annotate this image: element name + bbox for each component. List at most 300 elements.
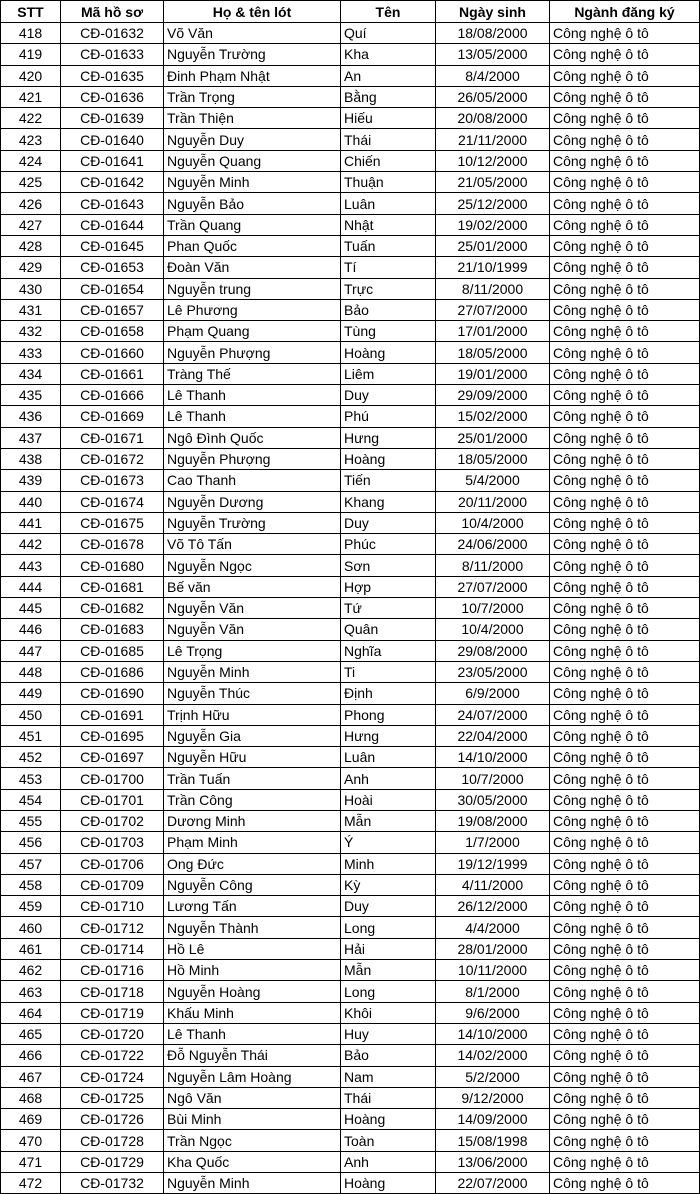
cell-stt: 424: [1, 150, 61, 171]
cell-ngay-sinh: 10/7/2000: [436, 598, 550, 619]
cell-ma-ho-so: CĐ-01633: [61, 44, 164, 65]
cell-nganh-dang-ky: Công nghệ ô tô: [550, 938, 700, 959]
table-row: [1, 257, 700, 278]
cell-ten: Hợp: [341, 576, 436, 597]
cell-ho-ten-lot: Lê Thanh: [164, 1023, 341, 1044]
cell-nganh-dang-ky: Công nghệ ô tô: [550, 917, 700, 938]
cell-ngay-sinh: 5/2/2000: [436, 1066, 550, 1087]
cell-stt: 452: [1, 747, 61, 768]
cell-ho-ten-lot: Lê Phương: [164, 299, 341, 320]
cell-ho-ten-lot: Nguyễn Công: [164, 874, 341, 895]
cell-ho-ten-lot: Nguyễn Văn: [164, 619, 341, 640]
table-body: [1, 23, 700, 1194]
cell-ho-ten-lot: Trần Trọng: [164, 86, 341, 107]
cell-ngay-sinh: 17/01/2000: [436, 321, 550, 342]
cell-stt: 444: [1, 576, 61, 597]
cell-ten: Bảo: [341, 1045, 436, 1066]
header-ten: Tên: [341, 1, 436, 23]
cell-ho-ten-lot: Nguyễn Minh: [164, 172, 341, 193]
cell-ma-ho-so: CĐ-01636: [61, 86, 164, 107]
cell-stt: 426: [1, 193, 61, 214]
table-row: [1, 619, 700, 640]
cell-ten: Định: [341, 683, 436, 704]
cell-nganh-dang-ky: Công nghệ ô tô: [550, 470, 700, 491]
cell-ngay-sinh: 21/05/2000: [436, 172, 550, 193]
table-row: [1, 1109, 700, 1130]
cell-stt: 428: [1, 235, 61, 256]
cell-ho-ten-lot: Nguyễn Văn: [164, 598, 341, 619]
cell-ho-ten-lot: Lê Trọng: [164, 640, 341, 661]
table-row: [1, 235, 700, 256]
table-row: [1, 768, 700, 789]
table-row: [1, 385, 700, 406]
cell-stt: 441: [1, 512, 61, 533]
cell-ngay-sinh: 25/12/2000: [436, 193, 550, 214]
cell-nganh-dang-ky: Công nghệ ô tô: [550, 640, 700, 661]
cell-ma-ho-so: CĐ-01706: [61, 853, 164, 874]
cell-ngay-sinh: 10/7/2000: [436, 768, 550, 789]
table-row: [1, 832, 700, 853]
cell-nganh-dang-ky: Công nghệ ô tô: [550, 896, 700, 917]
cell-ten: Nhật: [341, 214, 436, 235]
cell-ma-ho-so: CĐ-01671: [61, 427, 164, 448]
cell-stt: 427: [1, 214, 61, 235]
table-row: [1, 65, 700, 86]
cell-ten: Hưng: [341, 427, 436, 448]
cell-ten: Trực: [341, 278, 436, 299]
table-row: [1, 23, 700, 44]
cell-nganh-dang-ky: Công nghệ ô tô: [550, 235, 700, 256]
cell-ten: Tiến: [341, 470, 436, 491]
table-row: [1, 747, 700, 768]
cell-stt: 432: [1, 321, 61, 342]
cell-nganh-dang-ky: Công nghệ ô tô: [550, 448, 700, 469]
cell-ngay-sinh: 10/4/2000: [436, 619, 550, 640]
cell-nganh-dang-ky: Công nghệ ô tô: [550, 534, 700, 555]
cell-ten: Hoàng: [341, 1173, 436, 1194]
table-row: [1, 406, 700, 427]
cell-stt: 468: [1, 1087, 61, 1108]
cell-ma-ho-so: CĐ-01714: [61, 938, 164, 959]
table-row: [1, 534, 700, 555]
cell-ma-ho-so: CĐ-01682: [61, 598, 164, 619]
cell-ngay-sinh: 21/11/2000: [436, 129, 550, 150]
cell-ho-ten-lot: Nguyễn Bảo: [164, 193, 341, 214]
cell-ten: Long: [341, 981, 436, 1002]
cell-ma-ho-so: CĐ-01703: [61, 832, 164, 853]
table-row: [1, 470, 700, 491]
cell-ho-ten-lot: Đinh Phạm Nhật: [164, 65, 341, 86]
cell-stt: 440: [1, 491, 61, 512]
cell-ho-ten-lot: Lê Thanh: [164, 406, 341, 427]
cell-ngay-sinh: 9/6/2000: [436, 1002, 550, 1023]
cell-nganh-dang-ky: Công nghệ ô tô: [550, 1087, 700, 1108]
cell-nganh-dang-ky: Công nghệ ô tô: [550, 299, 700, 320]
cell-ma-ho-so: CĐ-01654: [61, 278, 164, 299]
cell-stt: 439: [1, 470, 61, 491]
cell-ma-ho-so: CĐ-01661: [61, 363, 164, 384]
cell-ho-ten-lot: Lê Thanh: [164, 385, 341, 406]
cell-ten: Luân: [341, 193, 436, 214]
cell-nganh-dang-ky: Công nghệ ô tô: [550, 747, 700, 768]
table-row: [1, 598, 700, 619]
table-row: [1, 640, 700, 661]
cell-ho-ten-lot: Nguyễn Minh: [164, 661, 341, 682]
cell-ngay-sinh: 18/05/2000: [436, 342, 550, 363]
cell-nganh-dang-ky: Công nghệ ô tô: [550, 129, 700, 150]
table-row: [1, 981, 700, 1002]
cell-stt: 431: [1, 299, 61, 320]
cell-ma-ho-so: CĐ-01681: [61, 576, 164, 597]
cell-ten: Hải: [341, 938, 436, 959]
cell-ten: Tí: [341, 257, 436, 278]
table-row: [1, 1002, 700, 1023]
cell-nganh-dang-ky: Công nghệ ô tô: [550, 661, 700, 682]
cell-ma-ho-so: CĐ-01640: [61, 129, 164, 150]
cell-stt: 429: [1, 257, 61, 278]
cell-ten: Quí: [341, 23, 436, 44]
cell-ho-ten-lot: Nguyễn Thúc: [164, 683, 341, 704]
cell-ten: Minh: [341, 853, 436, 874]
table-row: [1, 853, 700, 874]
cell-ma-ho-so: CĐ-01641: [61, 150, 164, 171]
cell-ho-ten-lot: Nguyễn Duy: [164, 129, 341, 150]
header-stt: STT: [1, 1, 61, 23]
table-row: [1, 512, 700, 533]
cell-ten: Nam: [341, 1066, 436, 1087]
cell-stt: 453: [1, 768, 61, 789]
cell-ho-ten-lot: Tràng Thế: [164, 363, 341, 384]
cell-ngay-sinh: 19/08/2000: [436, 810, 550, 831]
cell-ngay-sinh: 25/01/2000: [436, 427, 550, 448]
cell-stt: 464: [1, 1002, 61, 1023]
cell-ten: Thái: [341, 129, 436, 150]
cell-nganh-dang-ky: Công nghệ ô tô: [550, 491, 700, 512]
cell-ngay-sinh: 10/11/2000: [436, 960, 550, 981]
cell-ho-ten-lot: Nguyễn Hữu: [164, 747, 341, 768]
cell-nganh-dang-ky: Công nghệ ô tô: [550, 278, 700, 299]
cell-ma-ho-so: CĐ-01724: [61, 1066, 164, 1087]
cell-ma-ho-so: CĐ-01686: [61, 661, 164, 682]
cell-ten: Quân: [341, 619, 436, 640]
cell-ten: Mẫn: [341, 960, 436, 981]
table-row: [1, 86, 700, 107]
cell-ma-ho-so: CĐ-01732: [61, 1173, 164, 1194]
table-row: [1, 917, 700, 938]
cell-stt: 447: [1, 640, 61, 661]
cell-ho-ten-lot: Phạm Quang: [164, 321, 341, 342]
table-row: [1, 299, 700, 320]
table-row: [1, 789, 700, 810]
cell-nganh-dang-ky: Công nghệ ô tô: [550, 1045, 700, 1066]
cell-ten: Mẫn: [341, 810, 436, 831]
cell-ho-ten-lot: Trần Tuấn: [164, 768, 341, 789]
cell-ten: Tuấn: [341, 235, 436, 256]
cell-ma-ho-so: CĐ-01716: [61, 960, 164, 981]
cell-ma-ho-so: CĐ-01683: [61, 619, 164, 640]
cell-ten: Khôi: [341, 1002, 436, 1023]
table-row: [1, 150, 700, 171]
cell-nganh-dang-ky: Công nghệ ô tô: [550, 44, 700, 65]
cell-ma-ho-so: CĐ-01645: [61, 235, 164, 256]
cell-ma-ho-so: CĐ-01675: [61, 512, 164, 533]
cell-stt: 449: [1, 683, 61, 704]
cell-ma-ho-so: CĐ-01685: [61, 640, 164, 661]
cell-ten: Phúc: [341, 534, 436, 555]
header-ma-ho-so: Mã hồ sơ: [61, 1, 164, 23]
cell-ho-ten-lot: Nguyễn Phượng: [164, 342, 341, 363]
cell-ma-ho-so: CĐ-01726: [61, 1109, 164, 1130]
cell-ma-ho-so: CĐ-01710: [61, 896, 164, 917]
cell-ho-ten-lot: Bế văn: [164, 576, 341, 597]
header-row: [1, 1, 700, 23]
cell-ten: Hoàng: [341, 1109, 436, 1130]
cell-ngay-sinh: 15/08/1998: [436, 1130, 550, 1151]
table-row: [1, 214, 700, 235]
cell-ma-ho-so: CĐ-01660: [61, 342, 164, 363]
cell-ho-ten-lot: Khấu Minh: [164, 1002, 341, 1023]
cell-stt: 459: [1, 896, 61, 917]
cell-ngay-sinh: 8/11/2000: [436, 555, 550, 576]
cell-ho-ten-lot: Trần Công: [164, 789, 341, 810]
cell-ho-ten-lot: Nguyễn Gia: [164, 725, 341, 746]
cell-nganh-dang-ky: Công nghệ ô tô: [550, 874, 700, 895]
table-row: [1, 1066, 700, 1087]
cell-ho-ten-lot: Nguyễn Trường: [164, 512, 341, 533]
cell-stt: 472: [1, 1173, 61, 1194]
table-row: [1, 810, 700, 831]
cell-ma-ho-so: CĐ-01673: [61, 470, 164, 491]
cell-stt: 471: [1, 1151, 61, 1172]
cell-ten: Hưng: [341, 725, 436, 746]
cell-ten: Liêm: [341, 363, 436, 384]
cell-nganh-dang-ky: Công nghệ ô tô: [550, 406, 700, 427]
cell-ngay-sinh: 26/05/2000: [436, 86, 550, 107]
cell-ma-ho-so: CĐ-01701: [61, 789, 164, 810]
cell-ngay-sinh: 29/08/2000: [436, 640, 550, 661]
table-row: [1, 725, 700, 746]
cell-stt: 425: [1, 172, 61, 193]
cell-ma-ho-so: CĐ-01666: [61, 385, 164, 406]
cell-ten: Ti: [341, 661, 436, 682]
cell-ngay-sinh: 27/07/2000: [436, 299, 550, 320]
cell-nganh-dang-ky: Công nghệ ô tô: [550, 23, 700, 44]
cell-ho-ten-lot: Trịnh Hữu: [164, 704, 341, 725]
cell-ma-ho-so: CĐ-01719: [61, 1002, 164, 1023]
cell-stt: 454: [1, 789, 61, 810]
cell-ho-ten-lot: Phạm Minh: [164, 832, 341, 853]
table-row: [1, 44, 700, 65]
cell-ngay-sinh: 5/4/2000: [436, 470, 550, 491]
cell-stt: 435: [1, 385, 61, 406]
cell-ho-ten-lot: Nguyễn Thành: [164, 917, 341, 938]
cell-ngay-sinh: 8/4/2000: [436, 65, 550, 86]
cell-ngay-sinh: 27/07/2000: [436, 576, 550, 597]
cell-ngay-sinh: 24/07/2000: [436, 704, 550, 725]
cell-ngay-sinh: 26/12/2000: [436, 896, 550, 917]
cell-ten: An: [341, 65, 436, 86]
cell-ngay-sinh: 22/07/2000: [436, 1173, 550, 1194]
cell-ho-ten-lot: Nguyễn Minh: [164, 1173, 341, 1194]
cell-stt: 423: [1, 129, 61, 150]
cell-ma-ho-so: CĐ-01635: [61, 65, 164, 86]
cell-nganh-dang-ky: Công nghệ ô tô: [550, 363, 700, 384]
cell-ten: Huy: [341, 1023, 436, 1044]
cell-ma-ho-so: CĐ-01653: [61, 257, 164, 278]
cell-nganh-dang-ky: Công nghệ ô tô: [550, 172, 700, 193]
cell-ho-ten-lot: Nguyễn Dương: [164, 491, 341, 512]
cell-ma-ho-so: CĐ-01709: [61, 874, 164, 895]
cell-ten: Duy: [341, 512, 436, 533]
cell-ngay-sinh: 21/10/1999: [436, 257, 550, 278]
cell-nganh-dang-ky: Công nghệ ô tô: [550, 1173, 700, 1194]
cell-nganh-dang-ky: Công nghệ ô tô: [550, 789, 700, 810]
cell-ten: Kha: [341, 44, 436, 65]
cell-ho-ten-lot: Đoàn Văn: [164, 257, 341, 278]
cell-ho-ten-lot: Nguyễn trung: [164, 278, 341, 299]
cell-stt: 446: [1, 619, 61, 640]
cell-nganh-dang-ky: Công nghệ ô tô: [550, 512, 700, 533]
table-row: [1, 1130, 700, 1151]
cell-ho-ten-lot: Hồ Minh: [164, 960, 341, 981]
cell-ngay-sinh: 4/11/2000: [436, 874, 550, 895]
cell-ngay-sinh: 23/05/2000: [436, 661, 550, 682]
cell-stt: 437: [1, 427, 61, 448]
cell-ngay-sinh: 14/10/2000: [436, 747, 550, 768]
cell-ten: Bằng: [341, 86, 436, 107]
cell-ngay-sinh: 14/02/2000: [436, 1045, 550, 1066]
cell-stt: 445: [1, 598, 61, 619]
cell-stt: 463: [1, 981, 61, 1002]
table-row: [1, 960, 700, 981]
cell-ma-ho-so: CĐ-01643: [61, 193, 164, 214]
cell-ngay-sinh: 1/7/2000: [436, 832, 550, 853]
cell-stt: 421: [1, 86, 61, 107]
table-row: [1, 896, 700, 917]
cell-stt: 451: [1, 725, 61, 746]
cell-ngay-sinh: 29/09/2000: [436, 385, 550, 406]
cell-ho-ten-lot: Đỗ Nguyễn Thái: [164, 1045, 341, 1066]
cell-ngay-sinh: 18/05/2000: [436, 448, 550, 469]
cell-stt: 461: [1, 938, 61, 959]
cell-ho-ten-lot: Ngô Đình Quốc: [164, 427, 341, 448]
header-ngay-sinh: Ngày sinh: [436, 1, 550, 23]
cell-stt: 455: [1, 810, 61, 831]
cell-stt: 443: [1, 555, 61, 576]
table-header: [1, 1, 700, 23]
cell-nganh-dang-ky: Công nghệ ô tô: [550, 619, 700, 640]
cell-ten: Thái: [341, 1087, 436, 1108]
cell-ho-ten-lot: Nguyễn Lâm Hoàng: [164, 1066, 341, 1087]
cell-ngay-sinh: 25/01/2000: [436, 235, 550, 256]
cell-ho-ten-lot: Nguyễn Trường: [164, 44, 341, 65]
cell-ten: Tứ: [341, 598, 436, 619]
cell-ho-ten-lot: Dương Minh: [164, 810, 341, 831]
cell-nganh-dang-ky: Công nghệ ô tô: [550, 427, 700, 448]
cell-ho-ten-lot: Trần Quang: [164, 214, 341, 235]
cell-ngay-sinh: 19/02/2000: [436, 214, 550, 235]
cell-ngay-sinh: 28/01/2000: [436, 938, 550, 959]
cell-stt: 418: [1, 23, 61, 44]
cell-ngay-sinh: 19/01/2000: [436, 363, 550, 384]
cell-stt: 462: [1, 960, 61, 981]
cell-ngay-sinh: 22/04/2000: [436, 725, 550, 746]
cell-ma-ho-so: CĐ-01720: [61, 1023, 164, 1044]
cell-ten: Hoàng: [341, 448, 436, 469]
cell-stt: 467: [1, 1066, 61, 1087]
cell-stt: 442: [1, 534, 61, 555]
cell-stt: 419: [1, 44, 61, 65]
cell-ma-ho-so: CĐ-01657: [61, 299, 164, 320]
cell-ten: Duy: [341, 896, 436, 917]
cell-stt: 458: [1, 874, 61, 895]
cell-nganh-dang-ky: Công nghệ ô tô: [550, 257, 700, 278]
table-row: [1, 172, 700, 193]
cell-nganh-dang-ky: Công nghệ ô tô: [550, 108, 700, 129]
header-ho-ten-lot: Họ & tên lót: [164, 1, 341, 23]
cell-stt: 436: [1, 406, 61, 427]
cell-ma-ho-so: CĐ-01697: [61, 747, 164, 768]
cell-ho-ten-lot: Kha Quốc: [164, 1151, 341, 1172]
cell-ho-ten-lot: Ong Đức: [164, 853, 341, 874]
cell-ten: Phong: [341, 704, 436, 725]
table-row: [1, 576, 700, 597]
cell-ten: Bảo: [341, 299, 436, 320]
cell-nganh-dang-ky: Công nghệ ô tô: [550, 86, 700, 107]
cell-ten: Duy: [341, 385, 436, 406]
cell-nganh-dang-ky: Công nghệ ô tô: [550, 598, 700, 619]
cell-nganh-dang-ky: Công nghệ ô tô: [550, 853, 700, 874]
cell-ten: Hoàng: [341, 342, 436, 363]
cell-stt: 448: [1, 661, 61, 682]
cell-ngay-sinh: 24/06/2000: [436, 534, 550, 555]
cell-nganh-dang-ky: Công nghệ ô tô: [550, 768, 700, 789]
cell-ngay-sinh: 6/9/2000: [436, 683, 550, 704]
cell-ten: Thuận: [341, 172, 436, 193]
cell-ma-ho-so: CĐ-01644: [61, 214, 164, 235]
cell-ten: Luân: [341, 747, 436, 768]
cell-ngay-sinh: 14/09/2000: [436, 1109, 550, 1130]
cell-nganh-dang-ky: Công nghệ ô tô: [550, 576, 700, 597]
cell-ho-ten-lot: Trần Thiện: [164, 108, 341, 129]
cell-ma-ho-so: CĐ-01680: [61, 555, 164, 576]
cell-ma-ho-so: CĐ-01674: [61, 491, 164, 512]
cell-ngay-sinh: 13/05/2000: [436, 44, 550, 65]
table-row: [1, 1173, 700, 1194]
cell-ma-ho-so: CĐ-01700: [61, 768, 164, 789]
cell-ma-ho-so: CĐ-01669: [61, 406, 164, 427]
cell-ho-ten-lot: Bùi Minh: [164, 1109, 341, 1130]
cell-stt: 460: [1, 917, 61, 938]
cell-ten: Nghĩa: [341, 640, 436, 661]
cell-stt: 466: [1, 1045, 61, 1066]
cell-nganh-dang-ky: Công nghệ ô tô: [550, 683, 700, 704]
cell-ngay-sinh: 18/08/2000: [436, 23, 550, 44]
cell-nganh-dang-ky: Công nghệ ô tô: [550, 214, 700, 235]
cell-ten: Kỳ: [341, 874, 436, 895]
table-row: [1, 129, 700, 150]
cell-ngay-sinh: 20/11/2000: [436, 491, 550, 512]
cell-nganh-dang-ky: Công nghệ ô tô: [550, 65, 700, 86]
cell-ho-ten-lot: Võ Văn: [164, 23, 341, 44]
table-row: [1, 448, 700, 469]
table-row: [1, 1151, 700, 1172]
cell-stt: 420: [1, 65, 61, 86]
cell-nganh-dang-ky: Công nghệ ô tô: [550, 1002, 700, 1023]
cell-stt: 456: [1, 832, 61, 853]
cell-ten: Sơn: [341, 555, 436, 576]
table-row: [1, 1087, 700, 1108]
